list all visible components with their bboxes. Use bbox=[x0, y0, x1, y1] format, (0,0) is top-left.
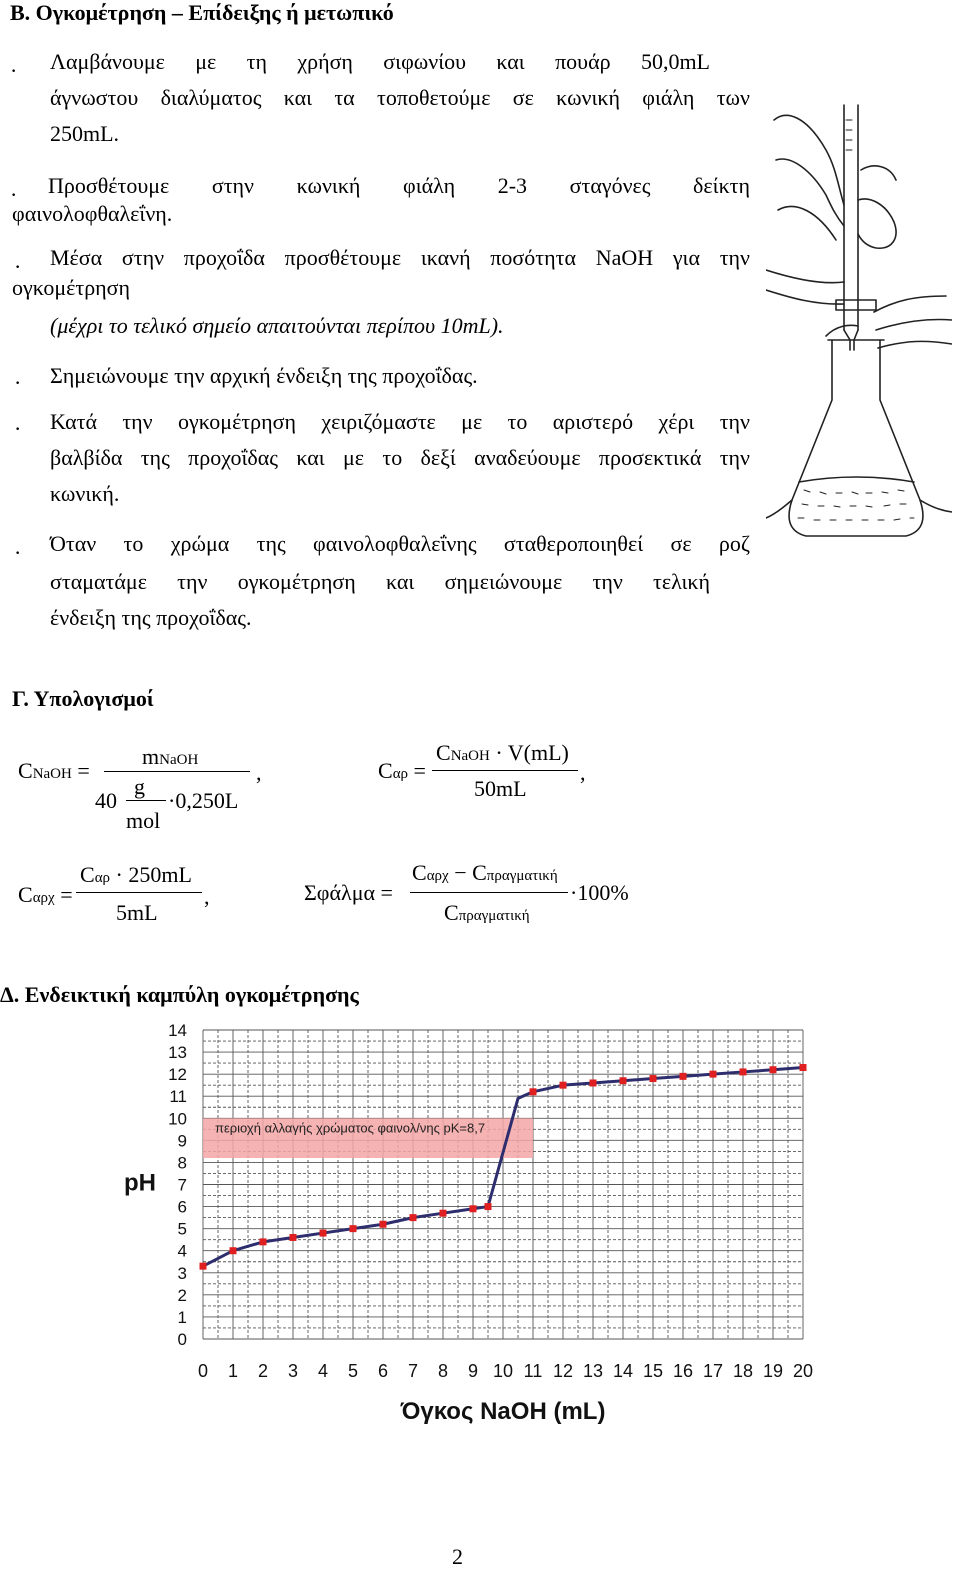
x-tick-labels bbox=[198, 1361, 813, 1381]
band-label: περιοχή αλλαγής χρώματος φαινολ/νης pK=8,7 bbox=[215, 1120, 486, 1136]
y-tick-label: 10 bbox=[168, 1109, 187, 1129]
paragraph-2-line-2: φαινολοφθαλεΐνη. bbox=[12, 201, 173, 226]
data-point bbox=[770, 1066, 777, 1073]
x-tick-label: 8 bbox=[437, 1361, 449, 1381]
paragraph-2-line-1: Προσθέτουμε στην κωνική φιάλη 2-3 σταγόνες δείκτη bbox=[48, 173, 750, 198]
data-point bbox=[200, 1263, 207, 1270]
section-d-heading: Δ. Ενδεικτική καμπύλη ογκομέτρησης bbox=[0, 982, 359, 1007]
y-axis-label: pH bbox=[124, 1169, 156, 1197]
bullet-dot: · bbox=[14, 370, 22, 395]
x-tick-label: 11 bbox=[523, 1361, 543, 1381]
y-tick-label: 7 bbox=[177, 1175, 187, 1195]
y-tick-labels bbox=[168, 1021, 187, 1349]
paragraph-5-line-2: βαλβίδα της προχοΐδας και με το δεξί αναδεύουμε προσεκτικά την bbox=[50, 445, 750, 470]
x-tick-label: 14 bbox=[612, 1361, 634, 1381]
data-point bbox=[710, 1071, 717, 1078]
data-point bbox=[560, 1082, 567, 1089]
bullet-dot: · bbox=[14, 254, 22, 279]
bullet-dot: · bbox=[14, 416, 22, 441]
data-point bbox=[410, 1214, 417, 1221]
bullet-dot: · bbox=[14, 540, 22, 565]
x-tick-label: 20 bbox=[792, 1361, 814, 1381]
data-point bbox=[260, 1238, 267, 1245]
x-tick-label: 1 bbox=[227, 1361, 239, 1381]
y-tick-label: 8 bbox=[177, 1153, 187, 1173]
x-tick-label: 15 bbox=[642, 1361, 664, 1381]
x-tick-label: 10 bbox=[492, 1361, 514, 1381]
paragraph-5-line-1: Κατά την ογκομέτρηση χειριζόμαστε με το αριστερό χέρι την bbox=[50, 409, 750, 434]
section-b-heading: Β. Ογκομέτρηση – Επίδειξης ή μετωπικό bbox=[10, 0, 394, 25]
x-tick-label: 5 bbox=[347, 1361, 359, 1381]
titration-curve-chart bbox=[0, 1010, 960, 1440]
x-tick-label: 18 bbox=[732, 1361, 754, 1381]
y-tick-label: 11 bbox=[169, 1087, 187, 1107]
y-tick-label: 1 bbox=[177, 1307, 187, 1327]
section-c-heading: Γ. Υπολογισμοί bbox=[12, 686, 154, 711]
x-tick-label: 7 bbox=[407, 1361, 419, 1381]
data-point bbox=[740, 1068, 747, 1075]
x-tick-label: 3 bbox=[287, 1361, 299, 1381]
y-tick-label: 4 bbox=[177, 1241, 187, 1261]
x-tick-label: 2 bbox=[257, 1361, 269, 1381]
data-point bbox=[290, 1234, 297, 1241]
data-point bbox=[530, 1088, 537, 1095]
x-tick-label: 0 bbox=[197, 1361, 209, 1381]
bullet-dot: · bbox=[10, 58, 18, 83]
data-point bbox=[230, 1247, 237, 1254]
y-tick-label: 13 bbox=[168, 1043, 187, 1063]
paragraph-4: Σημειώνουμε την αρχική ένδειξη της προχοΐδας. bbox=[50, 363, 478, 388]
data-point bbox=[620, 1077, 627, 1084]
y-tick-label: 2 bbox=[177, 1285, 187, 1305]
x-axis-label: Όγκος NaOH (mL) bbox=[400, 1398, 606, 1425]
x-tick-label: 6 bbox=[377, 1361, 389, 1381]
x-tick-label: 17 bbox=[702, 1361, 724, 1381]
paragraph-3-line-2: ογκομέτρηση bbox=[12, 275, 131, 300]
x-tick-label: 13 bbox=[582, 1361, 604, 1381]
y-tick-label: 14 bbox=[168, 1021, 187, 1040]
data-point bbox=[440, 1210, 447, 1217]
bullet-dot: · bbox=[10, 182, 18, 207]
paragraph-3-note: (μέχρι το τελικό σημείο απαιτούνται περίπου 10mL). bbox=[50, 313, 504, 338]
data-point bbox=[380, 1221, 387, 1228]
titration-illustration bbox=[766, 100, 952, 570]
paragraph-1-line-3: 250mL. bbox=[50, 121, 120, 146]
data-point bbox=[320, 1230, 327, 1237]
page-number: 2 bbox=[452, 1544, 463, 1569]
paragraph-6-line-1: Όταν το χρώμα της φαινολοφθαλεΐνης σταθεροποιηθεί σε ροζ bbox=[50, 531, 750, 556]
data-point bbox=[590, 1079, 597, 1086]
y-tick-label: 9 bbox=[177, 1131, 187, 1151]
y-tick-label: 3 bbox=[177, 1263, 187, 1283]
paragraph-6-line-3: ένδειξη της προχοΐδας. bbox=[50, 605, 252, 630]
y-tick-label: 5 bbox=[177, 1219, 187, 1239]
paragraph-1-line-2: άγνωστου διαλύματος και τα τοποθετούμε σε κωνική φιάλη των bbox=[50, 85, 750, 110]
paragraph-1-line-1: Λαμβάνουμε με τη χρήση σιφωνίου και πουάρ 50,0mL bbox=[50, 49, 710, 74]
data-point bbox=[650, 1075, 657, 1082]
data-point bbox=[485, 1203, 492, 1210]
paragraph-6-line-2: σταματάμε την ογκομέτρηση και σημειώνουμε την τελική bbox=[50, 569, 710, 594]
paragraph-5-line-3: κωνική. bbox=[50, 481, 120, 506]
data-point bbox=[470, 1205, 477, 1212]
y-tick-label: 0 bbox=[177, 1330, 187, 1349]
x-tick-label: 12 bbox=[552, 1361, 574, 1381]
paragraph-3-line-1: Μέσα στην προχοΐδα προσθέτουμε ικανή ποσότητα NaOH για την bbox=[50, 245, 750, 270]
x-tick-label: 9 bbox=[467, 1361, 479, 1381]
data-point bbox=[350, 1225, 357, 1232]
x-tick-label: 4 bbox=[317, 1361, 329, 1381]
y-tick-label: 12 bbox=[168, 1065, 187, 1085]
x-tick-label: 16 bbox=[672, 1361, 694, 1381]
data-point bbox=[800, 1064, 807, 1071]
x-tick-label: 19 bbox=[762, 1361, 784, 1381]
data-point bbox=[680, 1073, 687, 1080]
y-tick-label: 6 bbox=[177, 1197, 187, 1217]
